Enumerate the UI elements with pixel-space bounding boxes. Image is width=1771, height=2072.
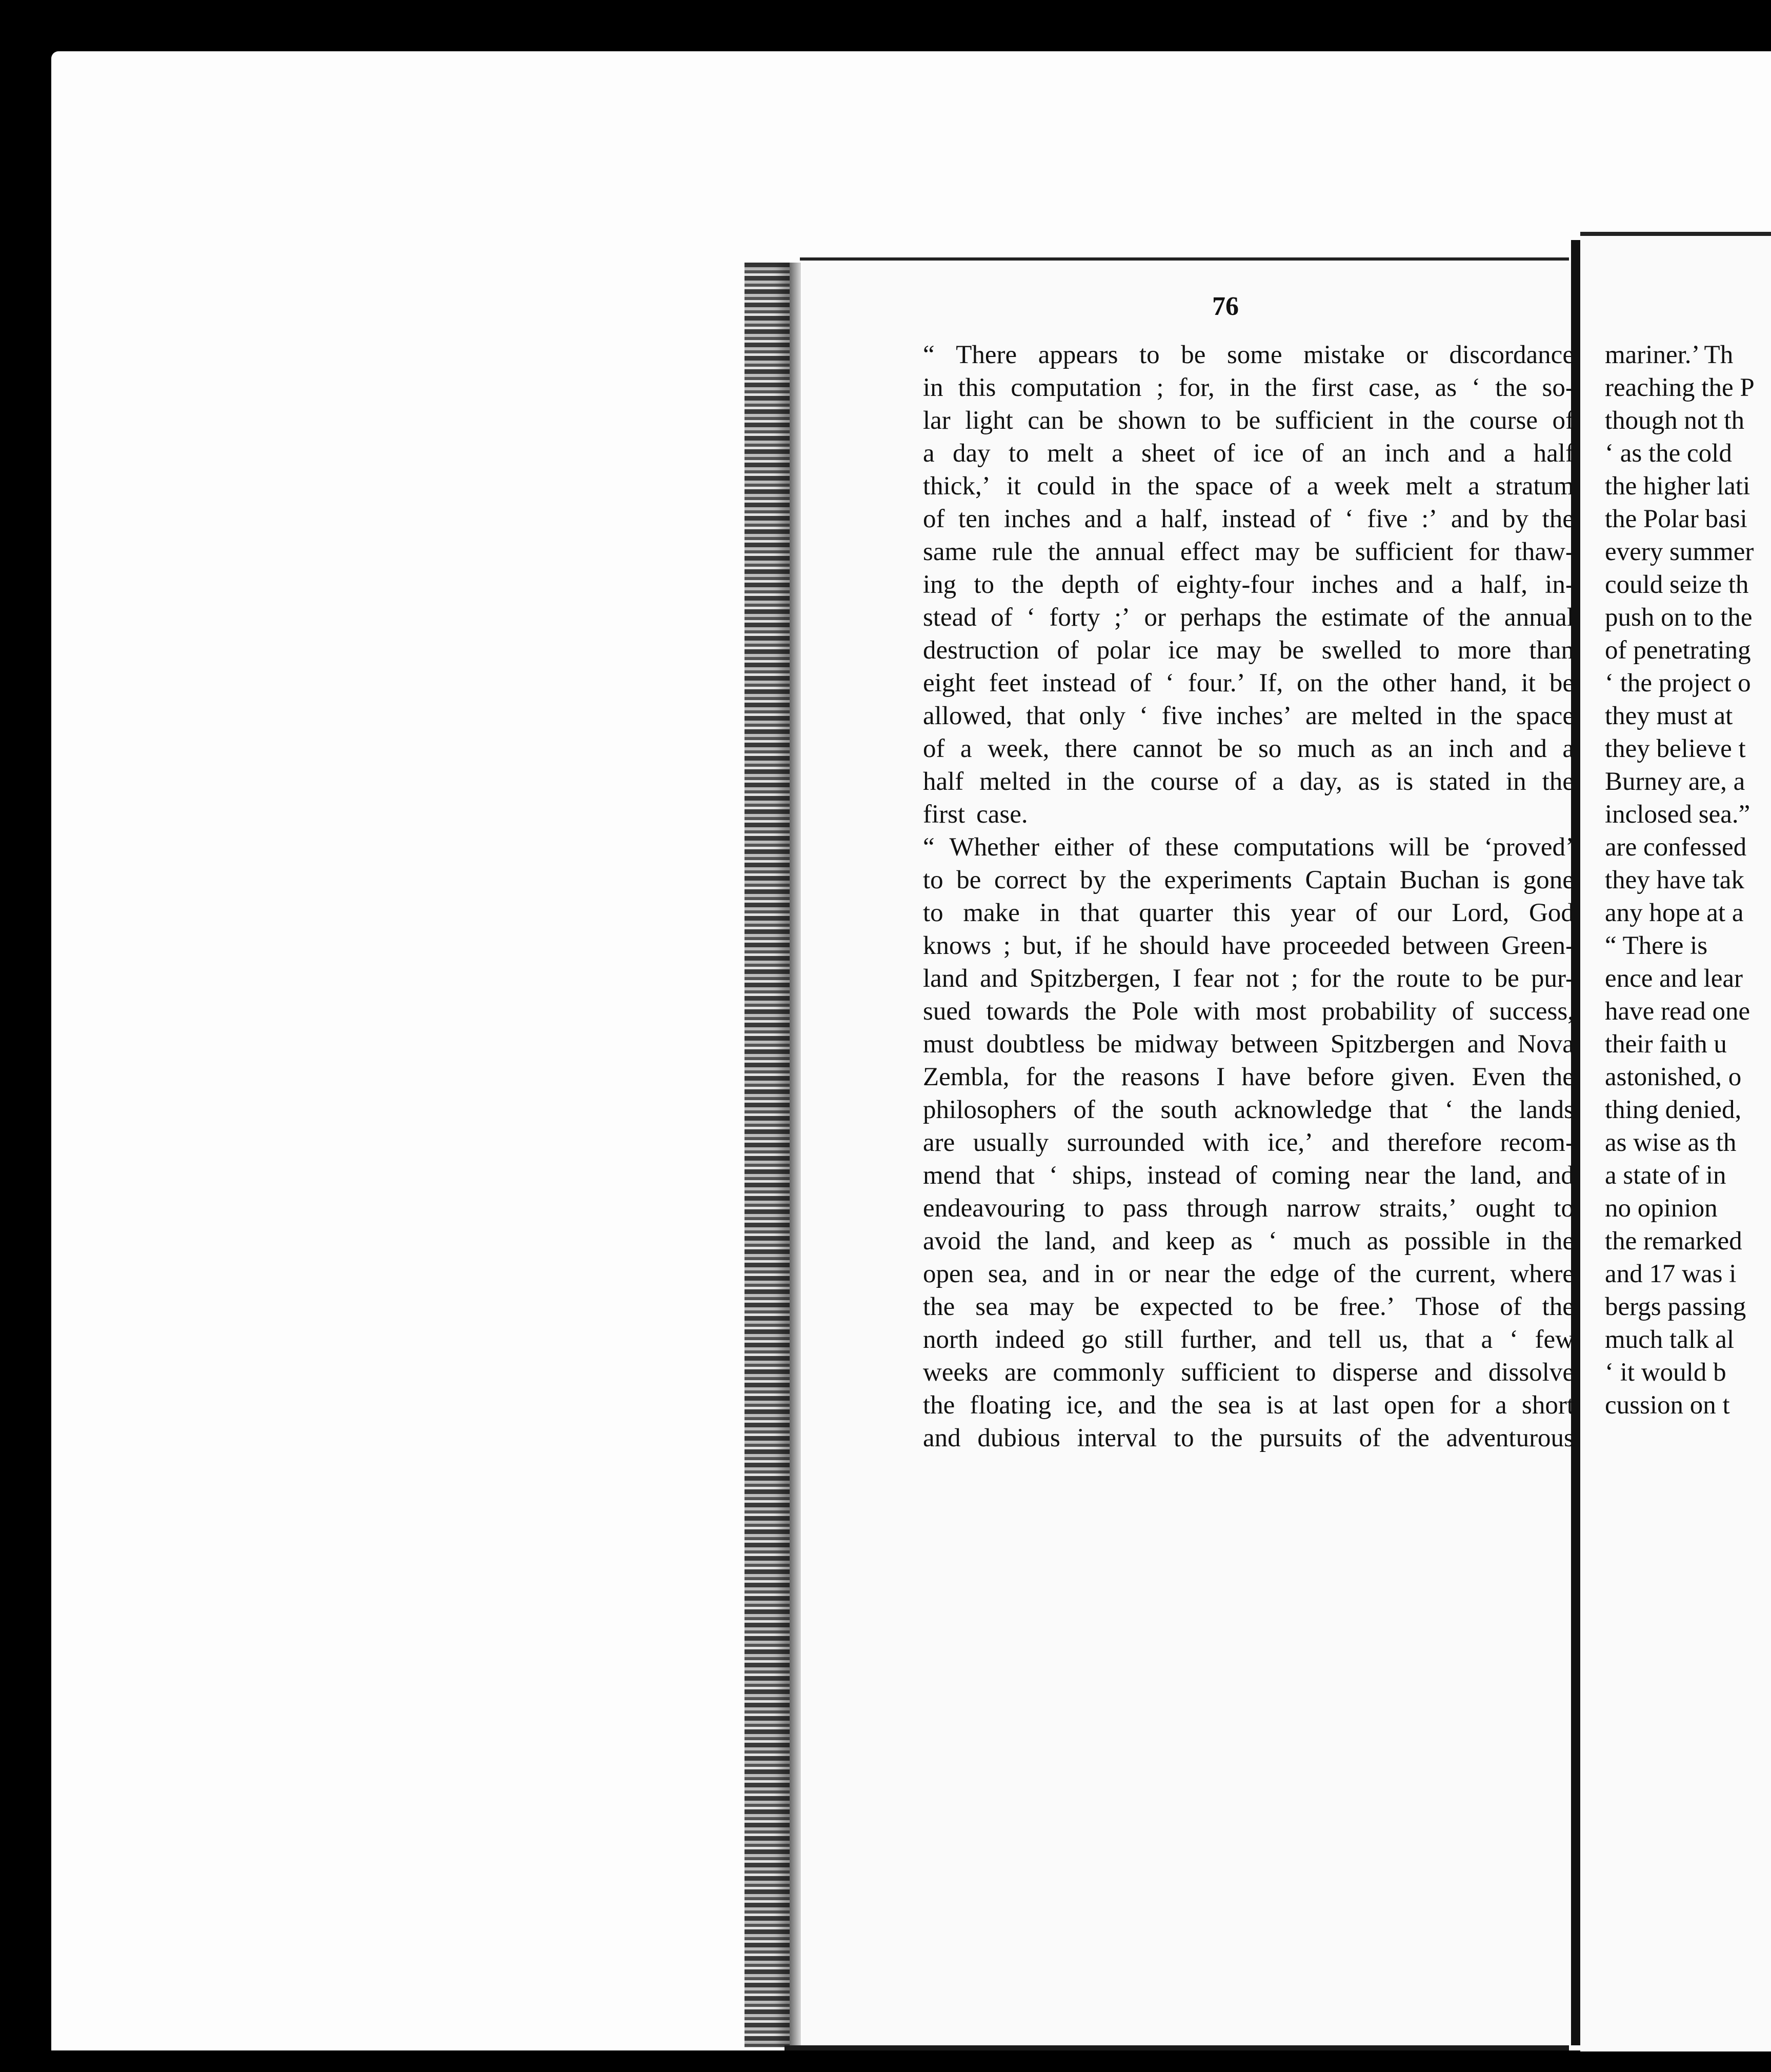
page-number: 76 bbox=[1212, 292, 1239, 321]
text-line: mend that ‘ ships, instead of coming near the land, and bbox=[923, 1161, 1574, 1190]
right-text-line: cussion on t bbox=[1605, 1391, 1730, 1420]
page-bottom-edge bbox=[784, 2045, 1569, 2050]
right-text-line: the Polar basi bbox=[1605, 505, 1747, 533]
right-text-line: of penetrating bbox=[1605, 636, 1751, 665]
text-line: in this computation ; for, in the first case, as ‘ the so- bbox=[923, 373, 1574, 402]
right-text-line: ence and lear bbox=[1605, 964, 1743, 993]
text-line: north indeed go still further, and tell us, that a ‘ few bbox=[923, 1325, 1574, 1354]
text-line: to make in that quarter this year of our Lord, God bbox=[923, 899, 1574, 927]
text-line: must doubtless be midway between Spitzbergen and Nova bbox=[923, 1030, 1574, 1059]
right-text-line: their faith u bbox=[1605, 1030, 1727, 1059]
text-line: the floating ice, and the sea is at last open for a short bbox=[923, 1391, 1574, 1420]
text-line: stead of ‘ forty ;’ or perhaps the estimate of the annual bbox=[923, 603, 1574, 632]
page-top-edge bbox=[800, 257, 1569, 261]
text-line: “ Whether either of these computations will be ‘proved’ bbox=[923, 833, 1574, 862]
text-line: land and Spitzbergen, I fear not ; for the route to be pur- bbox=[923, 964, 1574, 993]
right-text-line: ‘ it would b bbox=[1605, 1358, 1726, 1387]
right-text-line: Burney are, a bbox=[1605, 767, 1745, 796]
right-text-line: thing denied, bbox=[1605, 1095, 1742, 1124]
text-line: the sea may be expected to be free.’ Those of the bbox=[923, 1292, 1574, 1321]
text-line: destruction of polar ice may be swelled to more than bbox=[923, 636, 1574, 665]
right-page-top-edge bbox=[1580, 232, 1771, 236]
right-text-line: the remarked bbox=[1605, 1227, 1742, 1256]
right-page-text bbox=[1605, 338, 1771, 1422]
right-text-line: bergs passing bbox=[1605, 1292, 1746, 1321]
text-line: eight feet instead of ‘ four.’ If, on the other hand, it be bbox=[923, 669, 1574, 698]
left-page-text bbox=[923, 338, 1574, 1455]
right-text-line: push on to the bbox=[1605, 603, 1753, 632]
text-line: allowed, that only ‘ five inches’ are melted in the space bbox=[923, 702, 1574, 730]
page-fore-edge bbox=[744, 263, 790, 2047]
right-text-line: ‘ the project o bbox=[1605, 669, 1751, 698]
right-text-line: they must at bbox=[1605, 702, 1733, 730]
right-text-line: the higher lati bbox=[1605, 472, 1750, 501]
scan-border-top bbox=[0, 0, 1771, 15]
text-line: are usually surrounded with ice,’ and therefore recom- bbox=[923, 1128, 1574, 1157]
right-text-line: they believe t bbox=[1605, 734, 1746, 763]
text-line: to be correct by the experiments Captain Buchan is gone bbox=[923, 866, 1574, 894]
text-line: “ There appears to be some mistake or discordance bbox=[923, 341, 1574, 369]
right-text-line: much talk al bbox=[1605, 1325, 1735, 1354]
right-text-line: every summer bbox=[1605, 537, 1754, 566]
right-text-line: ‘ as the cold bbox=[1605, 439, 1732, 468]
text-line: thick,’ it could in the space of a week melt a stratum bbox=[923, 472, 1574, 501]
right-text-line: could seize th bbox=[1605, 570, 1749, 599]
right-text-line: have read one bbox=[1605, 997, 1750, 1026]
right-text-line: reaching the P bbox=[1605, 373, 1755, 402]
text-line: weeks are commonly sufficient to disperse and dissolve bbox=[923, 1358, 1574, 1387]
right-text-line: a state of in bbox=[1605, 1161, 1726, 1190]
right-text-line: are confessed bbox=[1605, 833, 1747, 862]
text-line: knows ; but, if he should have proceeded between Green- bbox=[923, 931, 1574, 960]
right-text-line: they have tak bbox=[1605, 866, 1744, 894]
right-text-line: mariner.’ Th bbox=[1605, 341, 1734, 369]
text-line: lar light can be shown to be sufficient in the course of bbox=[923, 406, 1574, 435]
text-line: Zembla, for the reasons I have before given. Even the bbox=[923, 1063, 1574, 1091]
right-text-line: though not th bbox=[1605, 406, 1745, 435]
text-line: of ten inches and a half, instead of ‘ five :’ and by the bbox=[923, 505, 1574, 533]
text-line: a day to melt a sheet of ice of an inch and a half bbox=[923, 439, 1574, 468]
text-line: first case. bbox=[923, 800, 1028, 829]
right-text-line: “ There is bbox=[1605, 931, 1708, 960]
right-text-line: as wise as th bbox=[1605, 1128, 1737, 1157]
right-text-line: no opinion bbox=[1605, 1194, 1718, 1223]
text-line: sued towards the Pole with most probability of success, bbox=[923, 997, 1574, 1026]
text-line: open sea, and in or near the edge of the current, where bbox=[923, 1260, 1574, 1288]
right-text-line: inclosed sea.” bbox=[1605, 800, 1750, 829]
right-text-line: astonished, o bbox=[1605, 1063, 1742, 1091]
text-line: philosophers of the south acknowledge that ‘ the lands bbox=[923, 1095, 1574, 1124]
right-text-line: and 17 was i bbox=[1605, 1260, 1737, 1288]
scan-border-bottom bbox=[0, 2051, 1771, 2072]
text-line: endeavouring to pass through narrow straits,’ ought to bbox=[923, 1194, 1574, 1223]
text-line: half melted in the course of a day, as is stated in the bbox=[923, 767, 1574, 796]
text-line: of a week, there cannot be so much as an inch and a bbox=[923, 734, 1574, 763]
text-line: avoid the land, and keep as ‘ much as possible in the bbox=[923, 1227, 1574, 1256]
text-line: ing to the depth of eighty-four inches and a half, in- bbox=[923, 570, 1574, 599]
text-line: same rule the annual effect may be sufficient for thaw- bbox=[923, 537, 1574, 566]
text-line: and dubious interval to the pursuits of the adventurous bbox=[923, 1424, 1574, 1452]
right-text-line: any hope at a bbox=[1605, 899, 1744, 927]
